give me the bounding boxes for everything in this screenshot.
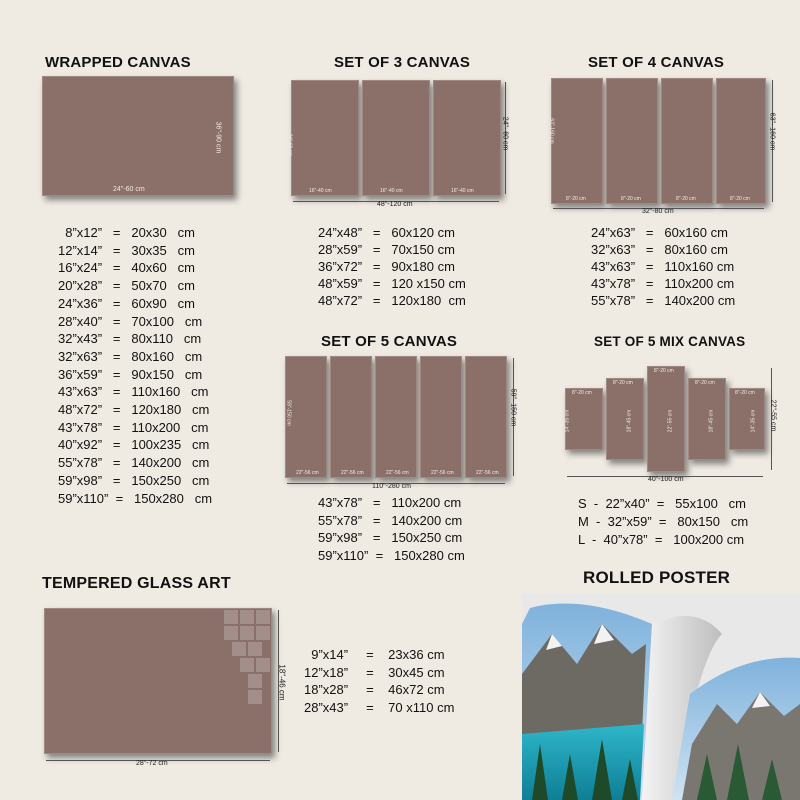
set5-panel-5-width: 22"-56 cm xyxy=(476,470,499,476)
glass-height-label: 18"-46 cm xyxy=(277,664,287,701)
set3-size-row: 48”x72” = 120x180 cm xyxy=(318,293,466,308)
wrapped-size-row: 55”x78” = 140x200 cm xyxy=(58,455,210,471)
mix5-panel-5-width: 8"-20 cm xyxy=(735,390,755,396)
set3-panel-2 xyxy=(362,80,430,196)
wrapped-size-row: 28”x40” = 70x100 cm xyxy=(58,313,203,329)
wrapped-height-label: 36"-90 cm xyxy=(214,121,222,154)
mix5-panel-2-height: 18"-45 cm xyxy=(626,409,633,433)
set4-panel-3 xyxy=(661,78,713,204)
set5-panel-2 xyxy=(330,356,372,478)
set4-size-row: 55”x78” = 140x200 cm xyxy=(591,293,736,308)
set5-size-row: 55”x78” = 140x200 cm xyxy=(318,512,463,528)
glass-size-list xyxy=(304,646,454,716)
wrapped-size-row: 32”x63” = 80x160 cm xyxy=(58,348,203,364)
set4-panel-2-width: 8"-20 cm xyxy=(621,196,641,202)
wrapped-size-row: 8”x12” = 20x30 cm xyxy=(58,225,195,240)
set5-title: SET OF 5 CANVAS xyxy=(321,333,458,350)
set3-title: SET OF 3 CANVAS xyxy=(334,54,471,71)
set3-panel-1 xyxy=(291,80,359,196)
set3-panel-height: 24"-60 cm xyxy=(286,133,293,157)
set5-panel-3-width: 22"-56 cm xyxy=(386,470,409,476)
mix5-panel-4-height: 18"-45 cm xyxy=(708,409,715,433)
set4-panel-height: 63"-160 cm xyxy=(548,118,555,144)
wrapped-size-list xyxy=(58,224,212,507)
glass-size-row: 12”x18” = 30x45 cm xyxy=(304,664,445,680)
wrapped-canvas-title: WRAPPED CANVAS xyxy=(45,54,191,71)
set4-size-row: 43”x63” = 110x160 cm xyxy=(591,259,735,274)
set4-size-row: 43”x78” = 110x200 cm xyxy=(591,276,735,291)
set3-size-list xyxy=(318,224,466,309)
set5-size-row: 59”x98” = 150x250 cm xyxy=(318,530,463,545)
set4-size-row: 32”x63” = 80x160 cm xyxy=(591,242,728,257)
mix5-panel-4 xyxy=(688,378,726,460)
poster-image-frame xyxy=(522,594,800,800)
set3-panel-3-width: 16"-40 cm xyxy=(451,188,474,194)
set3-size-row: 48”x59” = 120 x150 cm xyxy=(318,276,466,291)
glass-reflection-grid xyxy=(222,608,272,708)
wrapped-size-row: 59”x110” = 150x280 cm xyxy=(58,490,213,506)
mix5-size-row: S - 22”x40” = 55x100 cm xyxy=(578,496,746,511)
set3-panel-2-width: 16"-40 cm xyxy=(380,188,403,194)
set4-size-list xyxy=(591,224,735,309)
wrapped-size-row: 40”x92” = 100x235 cm xyxy=(58,437,210,453)
mix5-panel-4-width: 8"-20 cm xyxy=(695,380,715,386)
wrapped-size-row: 12”x14” = 30x35 cm xyxy=(58,242,195,258)
mix5-panel-3 xyxy=(647,366,685,472)
wrapped-size-row: 20”x28” = 50x70 cm xyxy=(58,278,195,294)
mix5-size-list xyxy=(578,495,748,549)
set4-panel-2 xyxy=(606,78,658,204)
mix5-panel-2 xyxy=(606,378,644,460)
glass-title: TEMPERED GLASS ART xyxy=(42,575,231,592)
mix5-size-row: M - 32”x59” = 80x150 cm xyxy=(578,514,749,529)
set3-total-height: 24"- 60 cm xyxy=(501,116,509,151)
set5-panel-4-width: 22"-56 cm xyxy=(431,470,454,476)
rolled-poster-image xyxy=(522,594,800,800)
set5-size-row: 43”x78” = 110x200 cm xyxy=(318,495,462,510)
set5-panel-2-width: 22"-56 cm xyxy=(341,470,364,476)
glass-size-row: 28”x43” = 70 x110 cm xyxy=(304,699,455,715)
wrapped-size-row: 16”x24” = 40x60 cm xyxy=(58,260,195,276)
set3-size-row: 28”x59” = 70x150 cm xyxy=(318,242,455,257)
set4-panel-4 xyxy=(716,78,766,204)
set5-size-list xyxy=(318,494,465,564)
mix5-size-row: L - 40”x78” = 100x200 cm xyxy=(578,532,745,547)
mix5-panel-1 xyxy=(565,388,603,450)
mix5-panel-3-width: 8"-20 cm xyxy=(654,368,674,374)
set5-size-row: 59”x110” = 150x280 cm xyxy=(318,547,465,563)
set4-total-width: 32"-80 cm xyxy=(642,208,674,215)
wrapped-width-label: 24"-60 cm xyxy=(113,186,145,193)
set4-title: SET OF 4 CANVAS xyxy=(588,54,725,71)
set4-panel-4-width: 8"-20 cm xyxy=(730,196,750,202)
set5-panel-1-width: 22"-56 cm xyxy=(296,470,319,476)
mix5-panel-5-height: 14"-35 cm xyxy=(750,409,757,433)
glass-width-label: 28"-72 cm xyxy=(136,760,168,767)
mix5-total-width: 40"-100 cm xyxy=(648,476,684,483)
set4-panel-3-width: 8"-20 cm xyxy=(676,196,696,202)
set4-panel-1 xyxy=(548,78,603,204)
wrapped-size-row: 36”x59” = 90x150 cm xyxy=(58,366,203,382)
wrapped-size-row: 32”x43” = 80x110 cm xyxy=(58,331,202,347)
wrapped-size-row: 43”x78” = 110x200 cm xyxy=(58,419,209,435)
set5-total-height: 59"- 150 cm xyxy=(509,388,517,427)
mix5-title: SET OF 5 MIX CANVAS xyxy=(594,334,746,349)
set4-total-height: 63"- 160 cm xyxy=(768,112,776,151)
wrapped-size-row: 59”x98” = 150x250 cm xyxy=(58,472,210,488)
set5-panel-4 xyxy=(420,356,462,478)
set5-panel-5 xyxy=(465,356,507,478)
set3-size-row: 24”x48” = 60x120 cm xyxy=(318,225,455,240)
set3-panel-1-width: 16"-40 cm xyxy=(309,188,332,194)
set5-panel-3 xyxy=(375,356,417,478)
set3-panel-3 xyxy=(433,80,501,196)
set5-panel-height: 59"-150 cm xyxy=(285,400,292,426)
set5-total-width: 110"-280 cm xyxy=(372,483,411,490)
wrapped-canvas-panel xyxy=(42,76,234,196)
mix5-total-height: 22"-55 cm xyxy=(769,399,777,432)
glass-size-row: 9”x14” = 23x36 cm xyxy=(304,647,445,662)
poster-title: ROLLED POSTER xyxy=(583,568,731,587)
wrapped-size-row: 24”x36” = 60x90 cm xyxy=(58,295,195,311)
mix5-panel-1-height: 14"-35 cm xyxy=(564,409,571,433)
mix5-panel-3-height: 22"-55 cm xyxy=(667,409,674,433)
glass-size-row: 18”x28” = 46x72 cm xyxy=(304,682,445,697)
set3-total-width: 48"-120 cm xyxy=(377,201,413,208)
wrapped-size-row: 43”x63” = 110x160 cm xyxy=(58,384,209,400)
wrapped-size-row: 48”x72” = 120x180 cm xyxy=(58,402,210,418)
set4-panel-1-width: 8"-20 cm xyxy=(566,196,586,202)
mix5-panel-2-width: 8"-20 cm xyxy=(613,380,633,386)
set3-size-row: 36”x72” = 90x180 cm xyxy=(318,259,455,274)
mix5-panel-5 xyxy=(729,388,765,450)
mix5-panel-1-width: 8"-20 cm xyxy=(572,390,592,396)
set4-size-row: 24”x63” = 60x160 cm xyxy=(591,225,728,240)
